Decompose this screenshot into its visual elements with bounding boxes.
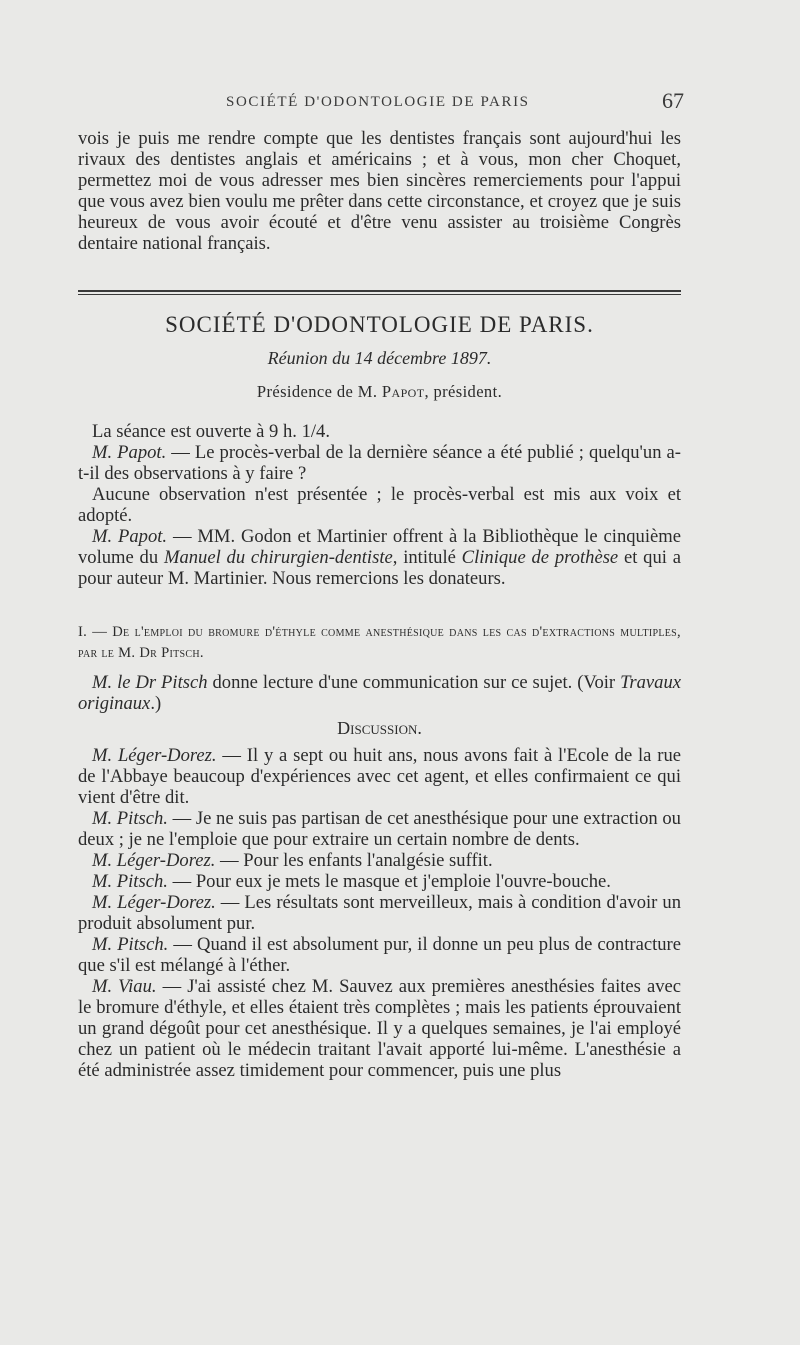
speech: — Quand il est absolument pur, il donne un peu plus de contracture que s'il est mélangé à l'éther.: [78, 934, 681, 976]
speech: donne lecture d'une communication sur ce sujet. (Voir: [207, 672, 621, 693]
page-number: 67: [662, 88, 684, 113]
dialogue-paragraph: [78, 808, 681, 850]
intro-paragraph: vois je puis me rendre compte que les dentistes français sont aujourd'hui les rivaux des dentistes anglais et américains ; et à vous, mon cher Choquet, permettez moi de vous adresser mes bien sincères remerciements pour l'appui que vous avez bien voulu me prêter dans cette circonstance, et croyez que je suis heureux de vous avoir écouté et d'être venu assister au troisième Congrès dentaire national français.: [78, 128, 681, 254]
presidency-name: Papot: [381, 382, 425, 401]
dialogue-paragraph: [78, 934, 681, 976]
speech: , intitulé: [392, 547, 462, 568]
speaker: M. le Dr Pitsch: [92, 672, 208, 693]
paragraph-minutes: [78, 442, 681, 484]
book-title: Manuel du chirurgien-dentiste: [163, 547, 393, 568]
running-header: [80, 88, 684, 118]
dialogue-paragraph: [78, 745, 681, 808]
speech: — Pour eux je mets le masque et j'emploie l'ouvre-bouche.: [167, 871, 611, 892]
speaker: M. Léger-Dorez.: [92, 745, 217, 766]
presidency-line: [78, 382, 681, 402]
item-heading: I. — De l'emploi du bromure d'éthyle comme anesthésique dans les cas d'extractions multiples, par le M. Dr Pitsch.: [78, 624, 681, 661]
paragraph-communication: [78, 672, 681, 714]
speech: .): [150, 693, 162, 714]
speech: — Le procès-verbal de la dernière séance a été publié ; quelqu'un a-t-il des observations à y faire ?: [78, 442, 681, 484]
paragraph-library: [78, 526, 681, 589]
speaker: M. Pitsch.: [92, 934, 169, 955]
header-title: SOCIÉTÉ D'ODONTOLOGIE DE PARIS: [226, 94, 530, 110]
communication-block: [78, 672, 681, 714]
presidency-a: Présidence de M.: [256, 382, 382, 401]
speaker: M. Papot.: [92, 526, 168, 547]
meeting-date: Réunion du 14 décembre 1897.: [267, 348, 492, 368]
speech: — Pour les enfants l'analgésie suffit.: [215, 850, 493, 871]
speaker: M. Pitsch.: [92, 808, 168, 829]
item-heading-block: [78, 622, 681, 664]
speaker: M. Viau.: [92, 976, 157, 997]
speaker: M. Léger-Dorez.: [92, 850, 216, 871]
paragraph-opening: La séance est ouverte à 9 h. 1/4.: [92, 421, 331, 442]
double-rule-bottom: [78, 294, 681, 295]
speech: — Il y a sept ou huit ans, nous avons fait à l'Ecole de la rue de l'Abbaye beaucoup d'expériences avec cet agent, et elles confirmaient ce qui vient d'être dit.: [78, 745, 681, 808]
speaker: M. Pitsch.: [92, 871, 168, 892]
speech: — MM. Godon et Martinier offrent à la Bibliothèque le cinquième volume du: [78, 526, 681, 568]
dialogue-paragraph: [78, 871, 681, 892]
discussion-block: [78, 745, 681, 1081]
section-title: SOCIÉTÉ D'ODONTOLOGIE DE PARIS.: [165, 312, 594, 337]
presidency-b: , président.: [424, 382, 503, 401]
double-rule-top: [78, 290, 681, 292]
dialogue-paragraph: [78, 976, 681, 1081]
speech: — J'ai assisté chez M. Sauvez aux premières anesthésies faites avec le bromure d'éthyle, et elles étaient très complètes ; mais les patients éprouvaient un grand dégoût pour cet anesthésique. Il y a quelques semaines, je l'ai employé chez un patient où le médecin traitant l'avait apporté lui-même. L'anesthésie a été administrée assez timidement pour commencer, puis une plus: [78, 976, 681, 1081]
dialogue-paragraph: [78, 850, 681, 871]
discussion-heading: Discussion.: [337, 718, 422, 738]
paragraph-adopted: Aucune observation n'est présentée ; le procès-verbal est mis aux voix et adopté.: [78, 484, 681, 526]
reference: Travaux originaux: [78, 672, 682, 714]
intro-block: [78, 128, 681, 254]
speaker: M. Papot.: [92, 442, 167, 463]
speech: et qui a pour auteur M. Martinier. Nous remercions les donateurs.: [78, 547, 681, 589]
speech: — Les résultats sont merveilleux, mais à condition d'avoir un produit absolument pur.: [78, 892, 681, 934]
work-title: Clinique de prothèse: [461, 547, 619, 568]
speaker: M. Léger-Dorez.: [92, 892, 216, 913]
speech: — Je ne suis pas partisan de cet anesthésique pour une extraction ou deux ; je ne l'emploie que pour extraire un certain nombre de dents.: [78, 808, 681, 850]
dialogue-paragraph: [78, 892, 681, 934]
minutes-block: [78, 421, 681, 589]
